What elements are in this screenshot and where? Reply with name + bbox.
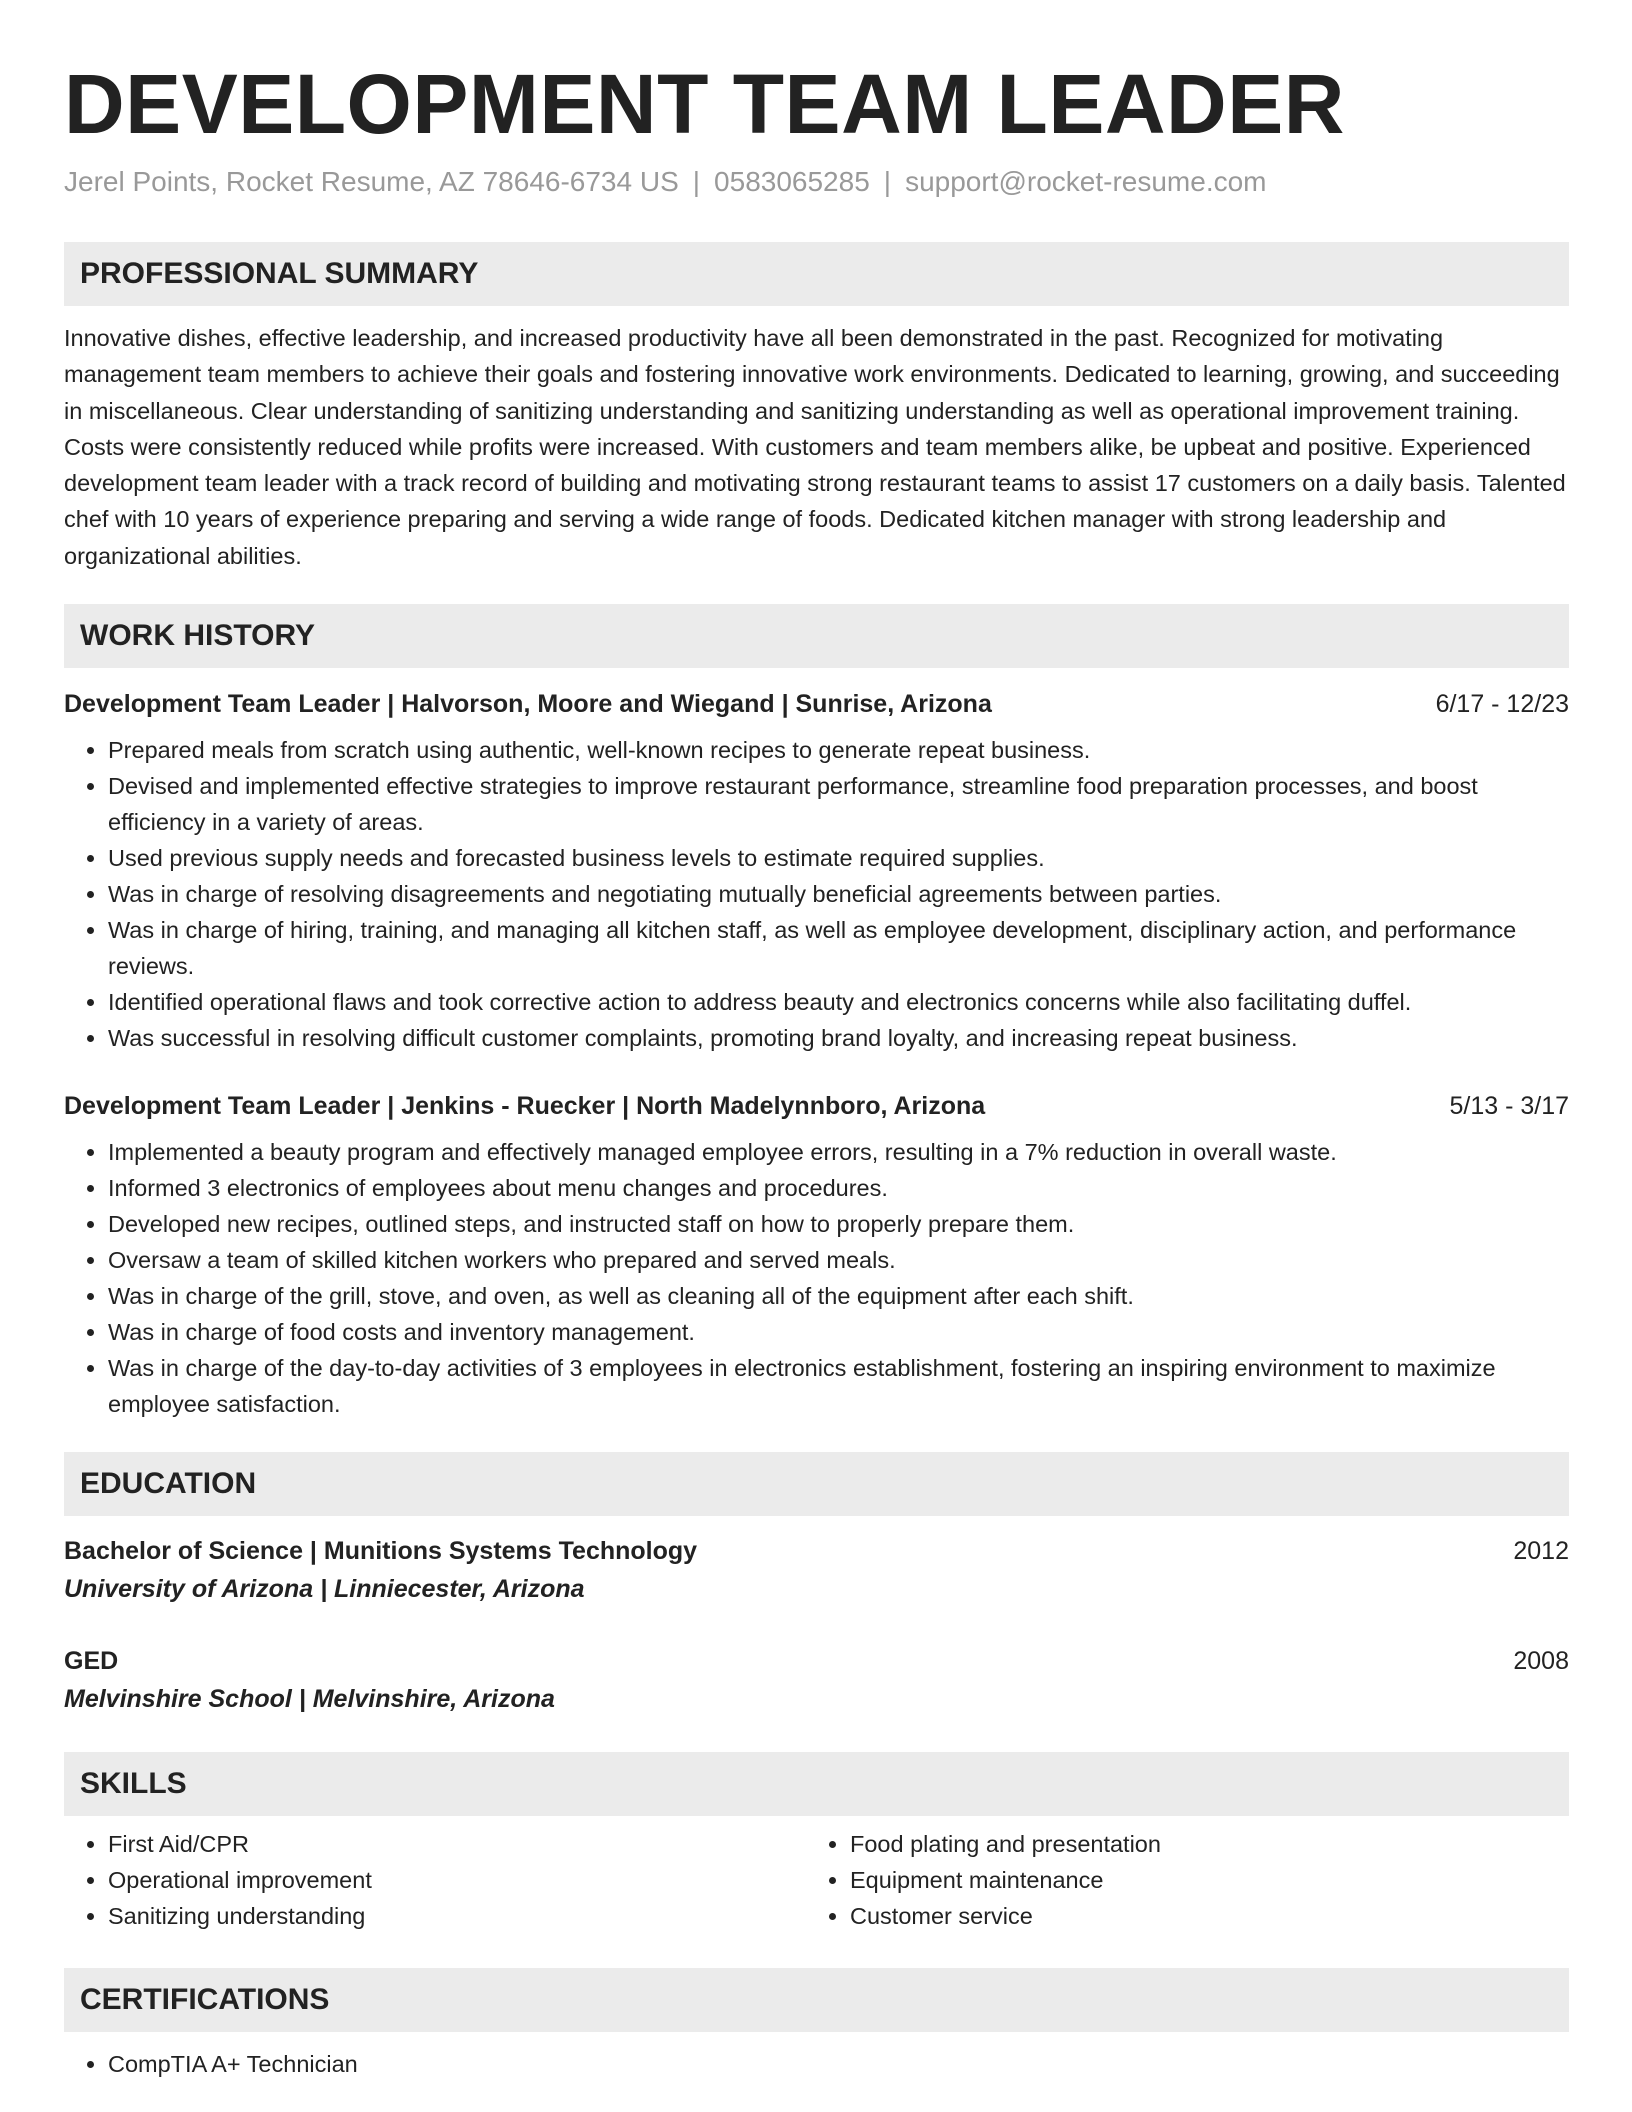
education-degree: Bachelor of Science | Munitions Systems Technology [64,1537,698,1566]
job-bullet: • Developed new recipes, outlined steps, and instructed staff on how to properly prepare them. [108,1206,1569,1242]
job-entry [64,1088,1569,1422]
skill-item: • Food plating and presentation [850,1826,1548,1862]
skill-item: • Equipment maintenance [850,1862,1548,1898]
job-bullet: • Was in charge of hiring, training, and managing all kitchen staff, as well as employee development, disciplinary action, and performance reviews. [108,912,1569,984]
contact-line [64,164,1569,200]
job-title: Development Team Leader | Halvorson, Moore and Wiegand | Sunrise, Arizona [64,690,992,719]
contact-separator: | [883,166,892,197]
contact-address: Jerel Points, Rocket Resume, AZ 78646-6734 US [64,166,679,197]
job-dates: 5/13 - 3/17 [1449,1092,1569,1121]
job-bullets [64,732,1569,1056]
skills-columns [64,1826,1569,1934]
job-bullet: • Was successful in resolving difficult customer complaints, promoting brand loyalty, and increasing repeat business. [108,1020,1569,1056]
work-history-heading: WORK HISTORY [64,604,1569,668]
job-title: Development Team Leader | Jenkins - Ruecker | North Madelynnboro, Arizona [64,1092,986,1121]
contact-separator: | [692,166,701,197]
job-bullet: • Devised and implemented effective strategies to improve restaurant performance, streamline food preparation processes, and boost efficiency in a variety of areas. [108,768,1569,840]
skill-item: • Customer service [850,1898,1548,1934]
certifications-heading: CERTIFICATIONS [64,1968,1569,2032]
job-bullet: • Prepared meals from scratch using authentic, well-known recipes to generate repeat business. [108,732,1569,768]
job-bullets [64,1134,1569,1422]
job-header [64,686,1569,722]
resume-page [64,0,1569,2082]
work-history-section [64,604,1569,1422]
certifications-list [64,2046,1569,2082]
education-year: 2012 [1513,1537,1569,1566]
education-section [64,1452,1569,1718]
education-school: University of Arizona | Linniecester, Arizona [64,1575,585,1604]
job-entry [64,686,1569,1056]
page-title: DEVELOPMENT TEAM LEADER [64,57,1345,151]
skills-section [64,1752,1569,1934]
skill-item: • First Aid/CPR [108,1826,806,1862]
education-heading: EDUCATION [64,1452,1569,1516]
job-bullet: • Was in charge of food costs and inventory management. [108,1314,1569,1350]
skills-list-left [64,1826,806,1934]
job-bullet: • Implemented a beauty program and effectively managed employee errors, resulting in a 7% reduction in overall waste. [108,1134,1569,1170]
education-year: 2008 [1513,1647,1569,1676]
skills-heading: SKILLS [64,1752,1569,1816]
contact-email: support@rocket-resume.com [905,166,1267,197]
education-header [64,1532,1569,1570]
job-bullet: • Oversaw a team of skilled kitchen workers who prepared and served meals. [108,1242,1569,1278]
education-school: Melvinshire School | Melvinshire, Arizona [64,1685,555,1714]
job-dates: 6/17 - 12/23 [1435,690,1569,719]
summary-section [64,242,1569,574]
job-bullet: • Was in charge of resolving disagreements and negotiating mutually beneficial agreements between parties. [108,876,1569,912]
job-bullet: • Used previous supply needs and forecasted business levels to estimate required supplies. [108,840,1569,876]
education-degree: GED [64,1647,119,1676]
summary-text: Innovative dishes, effective leadership, and increased productivity have all been demonstrated in the past. Recognized for motivating management team members to achieve their goals and fostering innovative work environments. Dedicated to learning, growing, and succeeding in miscellaneous. Clear understanding of sanitizing understanding and sanitizing understanding as well as operational improvement training. Costs were consistently reduced while profits were increased. With customers and team members alike, be upbeat and positive. Experienced development team leader with a track record of building and motivating strong restaurant teams to assist 17 customers on a daily basis. Talented chef with 10 years of experience preparing and serving a wide range of foods. Dedicated kitchen manager with strong leadership and organizational abilities. [64,325,1566,569]
certification-item: • CompTIA A+ Technician [108,2046,1569,2082]
job-bullet: • Identified operational flaws and took corrective action to address beauty and electronics concerns while also facilitating duffel. [108,984,1569,1020]
job-bullet: • Informed 3 electronics of employees about menu changes and procedures. [108,1170,1569,1206]
skills-list-right [806,1826,1548,1934]
skill-item: • Sanitizing understanding [108,1898,806,1934]
education-entry [64,1532,1569,1608]
skill-item: • Operational improvement [108,1862,806,1898]
education-entry [64,1642,1569,1718]
contact-phone: 0583065285 [714,166,870,197]
summary-heading: PROFESSIONAL SUMMARY [64,242,1569,306]
certifications-section [64,1968,1569,2082]
education-header [64,1642,1569,1680]
job-header [64,1088,1569,1124]
job-bullet: • Was in charge of the grill, stove, and oven, as well as cleaning all of the equipment after each shift. [108,1278,1569,1314]
job-bullet: • Was in charge of the day-to-day activities of 3 employees in electronics establishment, fostering an inspiring environment to maximize employee satisfaction. [108,1350,1569,1422]
